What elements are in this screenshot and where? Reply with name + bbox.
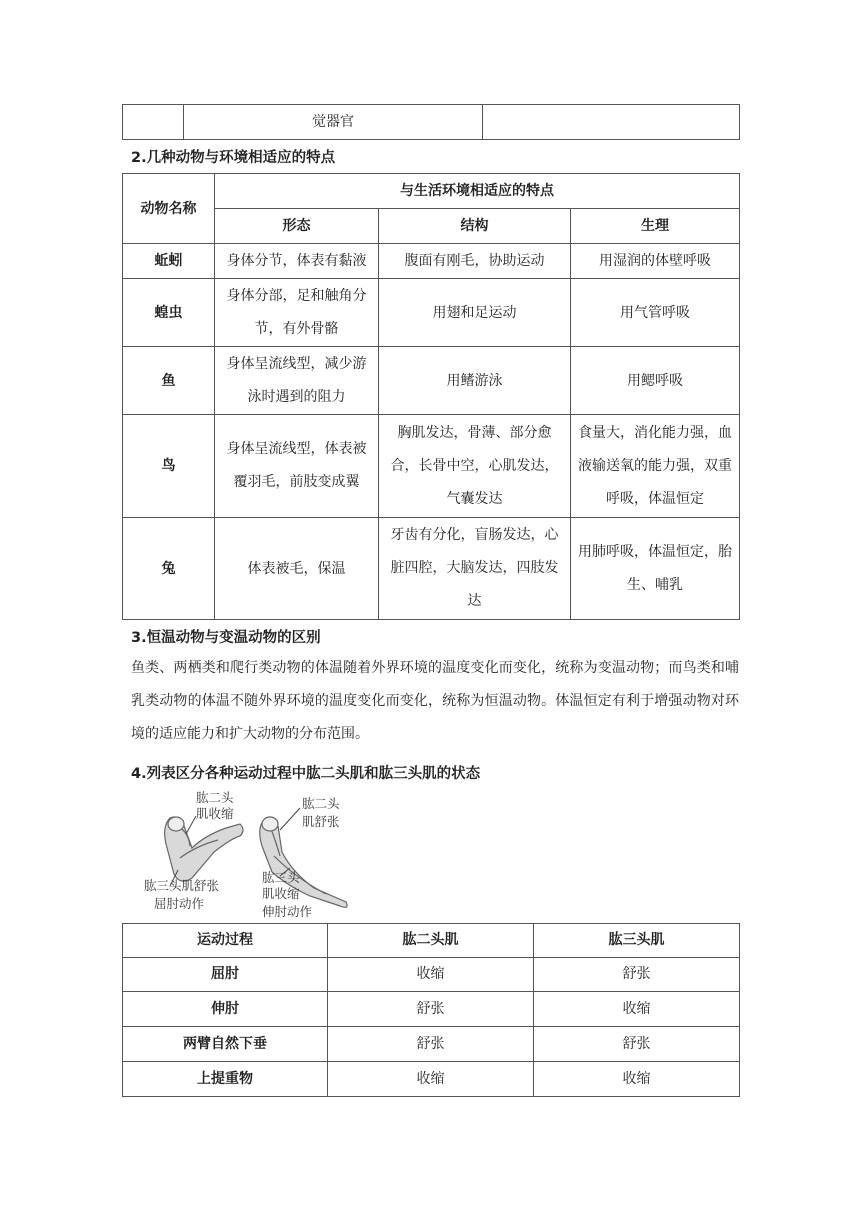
table-row: [123, 1062, 740, 1097]
table-row: [123, 347, 740, 415]
animal-name-cell: 兔: [123, 518, 215, 620]
animal-name-cell: 蝗虫: [123, 279, 215, 347]
animal-name-cell: 鸟: [123, 415, 215, 518]
triceps-cell: 舒张: [534, 958, 740, 992]
table-row: [123, 518, 740, 620]
physiology-cell: 用肺呼吸，体温恒定，胎生、哺乳: [571, 518, 740, 620]
section-heading-2: 2.几种动物与环境相适应的特点: [131, 150, 336, 166]
animal-adaptation-table: [122, 173, 740, 620]
animal-name-cell: 蚯蚓: [123, 244, 215, 279]
table-header-row: [123, 209, 740, 244]
figure-label: 肱三头: [262, 870, 300, 885]
structure-cell: 牙齿有分化，盲肠发达，心脏四腔，大脑发达，四肢发达: [379, 518, 571, 620]
header-physiology: 生理: [571, 209, 740, 244]
table-header-row: [123, 174, 740, 209]
structure-cell: 腹面有刚毛，协助运动: [379, 244, 571, 279]
figure-label: 伸肘动作: [262, 904, 313, 919]
process-cell: 屈肘: [123, 958, 328, 992]
figure-label: 肱二头: [196, 790, 234, 805]
header-triceps: 肱三头肌: [534, 924, 740, 958]
table-row: [123, 105, 740, 140]
table-row: [123, 1027, 740, 1062]
header-biceps: 肱二头肌: [328, 924, 534, 958]
form-cell: 体表被毛，保温: [215, 518, 379, 620]
form-cell: 身体呈流线型，减少游泳时遇到的阻力: [215, 347, 379, 415]
biceps-cell: 收缩: [328, 1062, 534, 1097]
physiology-cell: 用鳃呼吸: [571, 347, 740, 415]
top-table-fragment: [122, 104, 740, 140]
header-process: 运动过程: [123, 924, 328, 958]
arm-muscle-figure: [140, 786, 380, 922]
table-header-row: [123, 924, 740, 958]
figure-label: 肱二头: [302, 796, 340, 811]
table-row: [123, 958, 740, 992]
section-heading-4: 4.列表区分各种运动过程中肱二头肌和肱三头肌的状态: [131, 766, 481, 782]
physiology-cell: 食量大，消化能力强，血液输送氧的能力强，双重呼吸，体温恒定: [571, 415, 740, 518]
triceps-cell: 舒张: [534, 1027, 740, 1062]
form-cell: 身体分节，体表有黏液: [215, 244, 379, 279]
header-adaptation-group: 与生活环境相适应的特点: [215, 174, 740, 209]
table-cell: [123, 105, 184, 140]
process-cell: 两臂自然下垂: [123, 1027, 328, 1062]
animal-name-cell: 鱼: [123, 347, 215, 415]
table-row: [123, 244, 740, 279]
muscle-state-table: [122, 923, 740, 1097]
body-paragraph: 鱼类、两栖类和爬行类动物的体温随着外界环境的温度变化而变化，统称为变温动物；而鸟类和哺乳类动物的体温不随外界环境的温度变化而变化，统称为恒温动物。体温恒定有利于增强动物对环境的适应能力和扩大动物的分布范围。: [131, 660, 739, 742]
biceps-cell: 收缩: [328, 958, 534, 992]
header-form: 形态: [215, 209, 379, 244]
structure-cell: 用鳍游泳: [379, 347, 571, 415]
table-row: [123, 415, 740, 518]
figure-label: 肱三头肌舒张: [144, 878, 220, 893]
physiology-cell: 用气管呼吸: [571, 279, 740, 347]
form-cell: 身体分部，足和触角分节，有外骨骼: [215, 279, 379, 347]
biceps-cell: 舒张: [328, 992, 534, 1027]
structure-cell: 用翅和足运动: [379, 279, 571, 347]
figure-label: 肌舒张: [302, 814, 340, 829]
process-cell: 伸肘: [123, 992, 328, 1027]
form-cell: 身体呈流线型，体表被覆羽毛，前肢变成翼: [215, 415, 379, 518]
structure-cell: 胸肌发达，骨薄、部分愈合，长骨中空，心肌发达，气囊发达: [379, 415, 571, 518]
biceps-cell: 舒张: [328, 1027, 534, 1062]
header-structure: 结构: [379, 209, 571, 244]
section-heading-3: 3.恒温动物与变温动物的区别: [131, 630, 321, 646]
table-cell: 觉器官: [184, 105, 483, 140]
figure-label: 肌收缩: [262, 886, 300, 901]
table-cell: [483, 105, 740, 140]
header-animal-name: 动物名称: [123, 174, 215, 244]
table-row: [123, 992, 740, 1027]
figure-label: 屈肘动作: [154, 896, 205, 911]
flexed-arm-illustration: [165, 817, 243, 881]
table-row: [123, 279, 740, 347]
triceps-cell: 收缩: [534, 1062, 740, 1097]
process-cell: 上提重物: [123, 1062, 328, 1097]
figure-label: 肌收缩: [196, 806, 234, 821]
physiology-cell: 用湿润的体壁呼吸: [571, 244, 740, 279]
triceps-cell: 收缩: [534, 992, 740, 1027]
